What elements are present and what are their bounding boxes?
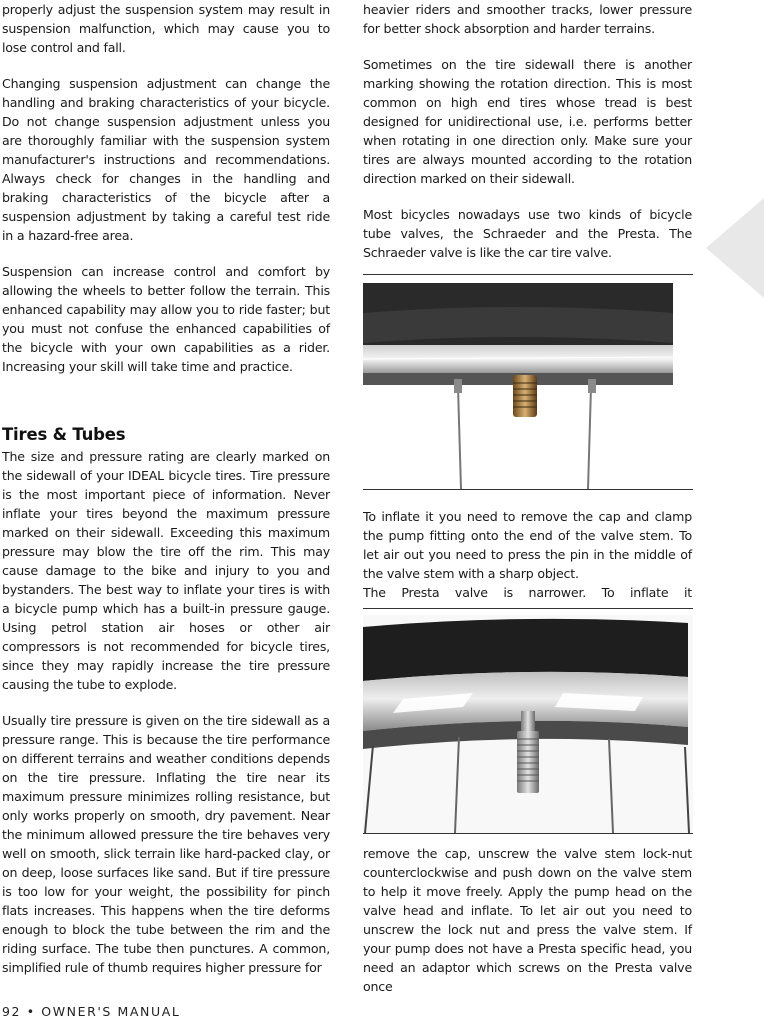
page-edge-tab <box>706 198 764 298</box>
paragraph: remove the cap, unscrew the valve stem lock-nut counterclockwise and push down on the valve stem to help it move freely. Apply the pump head on the valve head and inflate. To let air out you need to unscrew the lock nut and press the valve stem. If your pump does not have a Presta specific head, you need an adaptor which screws on the Presta valve once <box>363 846 692 994</box>
paragraph: Sometimes on the tire sidewall there is another marking showing the rotation direction. This is most common on high end tires whose tread is best designed for unidirectional use, i.e. performs better when rotating in one direction only. Make sure your tires are always mounted according to the rotation direction marked on their sidewall. <box>363 57 692 186</box>
section-heading: Tires & Tubes <box>2 425 126 444</box>
page-number: 92 <box>2 1004 22 1019</box>
divider <box>363 274 693 275</box>
divider <box>363 608 693 609</box>
right-column <box>363 0 692 996</box>
footer-label: OWNER'S MANUAL <box>41 1004 181 1019</box>
left-column <box>2 0 330 977</box>
page-footer <box>2 1004 180 1019</box>
paragraph: The size and pressure rating are clearly marked on the sidewall of your IDEAL bicycle tires. Tire pressure is the most important piece of information. Never inflate your tires beyond the maximum pressure marked on their sidewall. Exceeding this maximum pressure may blow the tire off the rim. This may cause damage to the bike and injury to you and bystanders. The best way to inflate your tires is with a bicycle pump which has a built-in pressure gauge. Using petrol station air hoses or other air compressors is not recommended for bicycle tires, since they may rapidly increase the tire pressure causing the tube to explode. <box>2 449 330 692</box>
divider <box>363 489 693 490</box>
paragraph: The Presta valve is narrower. To inflate it <box>363 585 692 600</box>
paragraph: Suspension can increase control and comfort by allowing the wheels to better follow the terrain. This enhanced capability may allow you to ride faster; but you must not confuse the enhanced capabilities of the bicycle with your own capabilities as a rider. Increasing your skill will take time and practice. <box>2 264 330 374</box>
presta-valve-image <box>363 615 693 833</box>
divider <box>363 833 693 834</box>
presta-valve-photo <box>363 615 693 833</box>
paragraph: Usually tire pressure is given on the tire sidewall as a pressure range. This is because the tire performance on different terrains and weather conditions depends on the tire pressure. Inflating the tire near its maximum pressure minimizes rolling resistance, but only works properly on smooth, dry pavement. Near the minimum allowed pressure the tire behaves very well on smooth, slick terrain like hard-packed clay, or on deep, loose surfaces like sand. But if tire pressure is too low for your weight, the possibility for pinch flats increases. This happens when the tire deforms enough to block the tube between the rim and the riding surface. The tube then punctures. A common, simplified rule of thumb requires higher pressure for <box>2 713 330 975</box>
paragraph: To inflate it you need to remove the cap and clamp the pump fitting onto the end of the valve stem. To let air out you need to press the pin in the middle of the valve stem with a sharp object. <box>363 509 692 581</box>
paragraph: heavier riders and smoother tracks, lower pressure for better shock absorption and harder terrains. <box>363 2 692 36</box>
footer-bullet: • <box>26 1004 36 1019</box>
schraeder-valve-photo <box>363 283 693 489</box>
paragraph: Most bicycles nowadays use two kinds of bicycle tube valves, the Schraeder and the Presta. The Schraeder valve is like the car tire valve. <box>363 207 692 260</box>
paragraph: Changing suspension adjustment can change the handling and braking characteristics of your bicycle. Do not change suspension adjustment unless you are thoroughly familiar with the suspension system manufacturer's instructions and recommendations. Always check for changes in the handling and braking characteristics of the bicycle after a suspension adjustment by taking a careful test ride in a hazard-free area. <box>2 76 330 243</box>
paragraph: properly adjust the suspension system may result in suspension malfunction, which may cause you to lose control and fall. <box>2 2 330 55</box>
schraeder-valve-image <box>363 283 693 489</box>
